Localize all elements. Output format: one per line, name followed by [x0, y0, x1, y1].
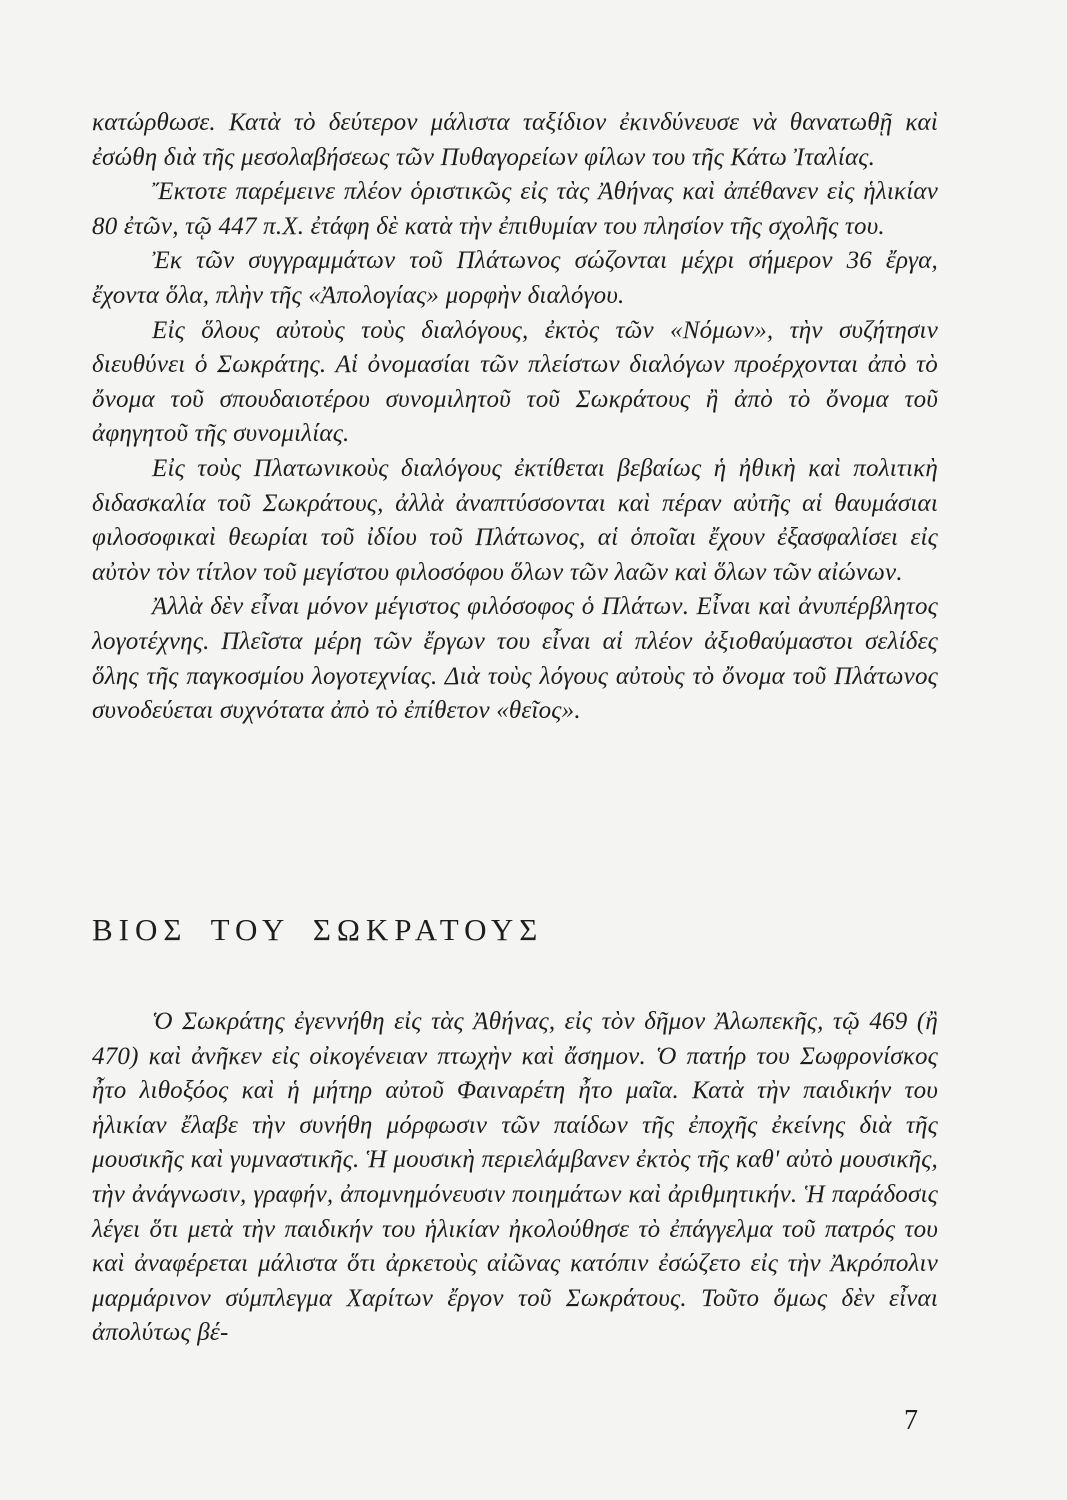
- paragraph-death-of-plato: Ἔκτοτε παρέμεινε πλέον ὁριστικῶς εἰς τὰς Ἀθήνας καὶ ἀπέθανεν εἰς ἡλικίαν 80 ἐτῶν, τῷ 447 π.Χ. ἐτάφη δὲ κατὰ τὴν ἐπιθυμίαν του πλησίον τῆς σχολῆς του.: [92, 178, 938, 240]
- paragraph-dialogues: Εἰς ὅλους αὐτοὺς τοὺς διαλόγους, ἐκτὸς τῶν «Νόμων», τὴν συζήτησιν διευθύνει ὁ Σωκράτης. Αἱ ὀνομασίαι τῶν πλείστων διαλόγων προέρχονται ἀπὸ τὸ ὄνομα τοῦ σπουδαιοτέρου συνομιλητοῦ τοῦ Σωκράτους ἢ ἀπὸ τὸ ὄνομα τοῦ ἀφηγητοῦ τῆς συνομιλίας.: [92, 316, 938, 448]
- paragraph-continued: κατώρθωσε. Κατὰ τὸ δεύτερον μάλιστα ταξίδιον ἐκινδύνευσε νὰ θανατωθῇ καὶ ἐσώθη διὰ τῆς μεσολαβήσεως τῶν Πυθαγορείων φίλων του τῆς Κάτω Ἰταλίας.: [92, 109, 938, 171]
- paragraph-philosophy: Εἰς τοὺς Πλατωνικοὺς διαλόγους ἐκτίθεται βεβαίως ἡ ἠθικὴ καὶ πολιτικὴ διδασκαλία τοῦ Σωκράτους, ἀλλὰ ἀναπτύσσονται καὶ πέραν αὐτῆς αἱ θαυμάσιαι φιλοσοφικαὶ θεωρίαι τοῦ ἰδίου τοῦ Πλάτωνος, αἱ ὁποῖαι ἔχουν ἐξασφαλίσει εἰς αὐτὸν τὸν τίτλον τοῦ μεγίστου φιλοσόφου ὅλων τῶν λαῶν καὶ ὅλων τῶν αἰώνων.: [92, 454, 938, 586]
- section-heading: ΒΙΟΣ ΤΟΥ ΣΩΚΡΑΤΟΥΣ: [92, 912, 544, 947]
- paragraph-literature: Ἀλλὰ δὲν εἶναι μόνον μέγιστος φιλόσοφος ὁ Πλάτων. Εἶναι καὶ ἀνυπέρβλητος λογοτέχνης. Πλεῖστα μέρη τῶν ἔργων του εἶναι αἱ πλέον ἀξιοθαύμαστοι σελίδες ὅλης τῆς παγκοσμίου λογοτεχνίας. Διὰ τοὺς λόγους αὐτοὺς τὸ ὄνομα τοῦ Πλάτωνος συνοδεύεται συχνότατα ἀπὸ τὸ ἐπίθετον «θεῖος».: [92, 593, 938, 725]
- continued-text-block: [92, 106, 938, 729]
- paragraph-works-of-plato: Ἐκ τῶν συγγραμμάτων τοῦ Πλάτωνος σώζονται μέχρι σήμερον 36 ἔργα, ἔχοντα ὅλα, πλὴν τῆς «Ἀπολογίας» μορφὴν διαλόγου.: [92, 247, 938, 309]
- paragraph-life-of-socrates: Ὁ Σωκράτης ἐγεννήθη εἰς τὰς Ἀθήνας, εἰς τὸν δῆμον Ἀλωπεκῆς, τῷ 469 (ἢ 470) καὶ ἀνῆκεν εἰς οἰκογένειαν πτωχὴν καὶ ἄσημον. Ὁ πατήρ του Σωφρονίσκος ἦτο λιθοξόος καὶ ἡ μήτηρ αὐτοῦ Φαιναρέτη ἦτο μαῖα. Κατὰ τὴν παιδικήν του ἡλικίαν ἔλαβε τὴν συνήθη μόρφωσιν τῶν παίδων τῆς ἐποχῆς ἐκείνης διὰ τῆς μουσικῆς καὶ γυμναστικῆς. Ἡ μουσικὴ περιελάμβανεν ἐκτὸς τῆς καθ' αὐτὸ μουσικῆς, τὴν ἀνάγνωσιν, γραφήν, ἀπομνημόνευσιν ποιημάτων καὶ ἀριθμητικήν. Ἡ παράδοσις λέγει ὅτι μετὰ τὴν παιδικήν του ἡλικίαν ἠκολούθησε τὸ ἐπάγγελμα τοῦ πατρός του καὶ ἀναφέρεται μάλιστα ὅτι ἀρκετοὺς αἰῶνας κατόπιν ἐσώζετο εἰς τὴν Ἀκρόπολιν μαρμάρινον σύμπλεγμα Χαρίτων ἔργον τοῦ Σωκράτους. Τοῦτο ὅμως δὲν εἶναι ἀπολύτως βέ-: [92, 1008, 938, 1347]
- section-text-block: [92, 1005, 938, 1351]
- page-number: 7: [904, 1405, 918, 1436]
